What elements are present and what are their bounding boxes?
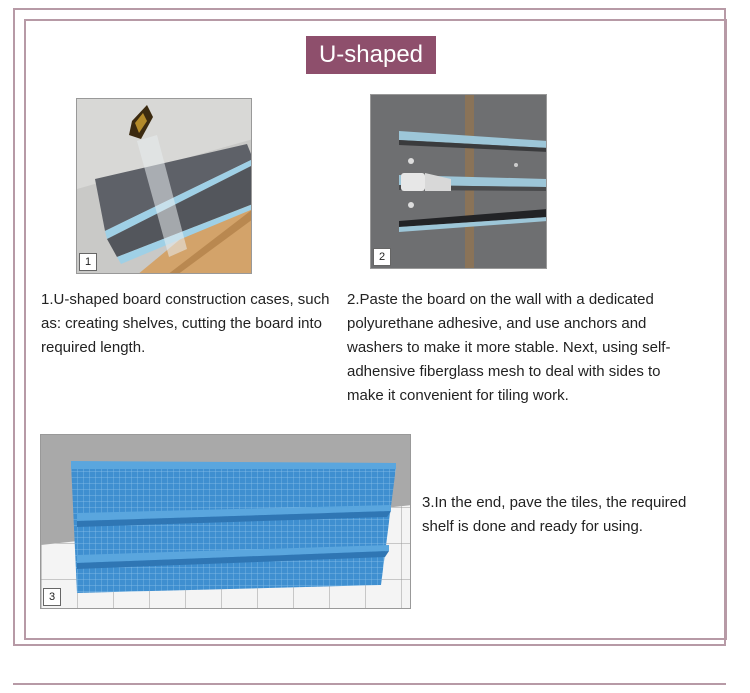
step-1-image — [76, 98, 252, 274]
next-section-frame — [13, 683, 726, 693]
step-1-number: 1 — [79, 253, 97, 271]
step-3-number: 3 — [43, 588, 61, 606]
step-2-text: 2.Paste the board on the wall with a dedicated polyurethane adhesive, and use anchors and washers to make it more stable. Next, using self-adhensive fiberglass mesh to deal with sides to make it convenient for tiling work. — [347, 291, 671, 404]
step-3-image — [40, 434, 411, 609]
step-2-image — [370, 94, 547, 269]
section-title: U-shaped — [306, 36, 436, 74]
step-2-number: 2 — [373, 248, 391, 266]
step-1-text: 1.U-shaped board construction cases, such as: creating shelves, cutting the board into required length. — [41, 291, 330, 356]
step-3-text: 3.In the end, pave the tiles, the required shelf is done and ready for using. — [422, 494, 687, 535]
